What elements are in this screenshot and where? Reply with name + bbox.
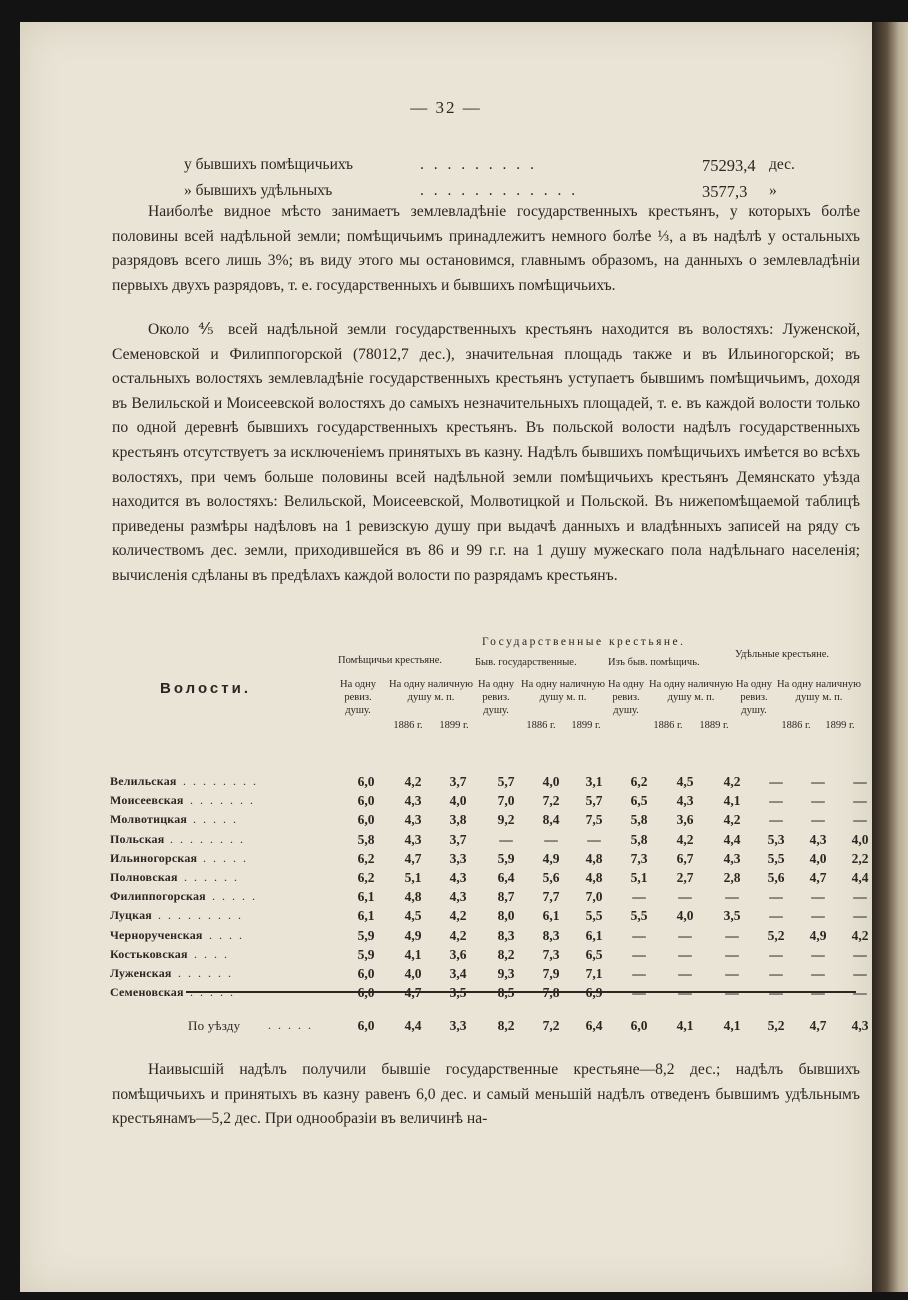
row-cell: — bbox=[725, 946, 739, 962]
row-cell: — bbox=[587, 831, 601, 847]
row-cell: 4,8 bbox=[585, 850, 603, 866]
row-cell: 4,2 bbox=[449, 908, 467, 924]
row-cell: 4,1 bbox=[404, 946, 422, 962]
row-cell: — bbox=[678, 889, 692, 905]
page-number: — 32 — bbox=[410, 98, 482, 117]
total-cell: 6,0 bbox=[357, 1018, 375, 1033]
row-cell: 5,7 bbox=[497, 774, 515, 789]
top-line-dots: . . . . . . . . . bbox=[420, 156, 537, 173]
row-cell: 4,3 bbox=[723, 850, 741, 866]
row-cell: — bbox=[811, 812, 825, 828]
table-row bbox=[110, 928, 870, 947]
row-cell: 8,3 bbox=[542, 927, 560, 943]
row-cell: 4,3 bbox=[449, 870, 467, 885]
total-cell: 5,2 bbox=[767, 1018, 785, 1033]
row-cell: 6,9 bbox=[585, 985, 603, 1001]
row-cell: — bbox=[769, 966, 783, 981]
row-cell: 3,6 bbox=[449, 946, 467, 962]
row-cell: 9,2 bbox=[497, 812, 515, 828]
header-year: 1886 г. bbox=[781, 720, 811, 731]
table-total-row bbox=[110, 1018, 870, 1037]
row-cell: 3,4 bbox=[449, 966, 467, 981]
row-cell: — bbox=[811, 946, 825, 962]
row-cell: 7,9 bbox=[542, 966, 560, 981]
row-cell: 5,9 bbox=[497, 850, 515, 866]
row-cell: — bbox=[769, 774, 783, 789]
row-cell: 4,8 bbox=[585, 870, 603, 885]
row-cell: — bbox=[811, 966, 825, 981]
row-dots: . . . . bbox=[194, 946, 229, 961]
table-row bbox=[110, 889, 870, 908]
row-cell: 6,0 bbox=[357, 966, 375, 981]
row-cell: — bbox=[811, 774, 825, 789]
header-group-iz-byv-pom: Изъ быв. помѣщичь. bbox=[608, 657, 700, 668]
row-cell: 7,5 bbox=[585, 812, 603, 828]
row-dots: . . . . . . . . bbox=[183, 774, 258, 788]
row-cell: — bbox=[678, 946, 692, 962]
header-per-revision: На одну ревиз. душу. bbox=[477, 679, 515, 716]
row-name: Моисеевская bbox=[110, 793, 184, 808]
row-cell: 6,1 bbox=[357, 908, 375, 924]
row-cell: 4,0 bbox=[809, 850, 827, 866]
table-row bbox=[110, 908, 870, 927]
row-name: Молвотицкая bbox=[110, 812, 188, 827]
row-cell: 5,8 bbox=[630, 831, 648, 847]
top-line-dots: . . . . . . . . . . . . bbox=[420, 182, 579, 199]
row-cell: 5,1 bbox=[630, 870, 648, 885]
header-per-present: На одну наличную душу м. п. bbox=[521, 679, 605, 703]
row-cell: 6,0 bbox=[357, 812, 375, 828]
row-cell: — bbox=[544, 831, 558, 847]
row-cell: 4,3 bbox=[809, 831, 827, 847]
top-line-unit: » bbox=[769, 182, 777, 199]
row-cell: 5,6 bbox=[542, 870, 560, 885]
row-cell: 5,5 bbox=[585, 908, 603, 924]
row-cell: 5,3 bbox=[767, 831, 785, 847]
row-cell: 5,5 bbox=[630, 908, 648, 924]
row-cell: — bbox=[853, 908, 867, 924]
row-cell: 7,1 bbox=[585, 966, 603, 981]
header-year: 1886 г. bbox=[393, 720, 423, 731]
row-cell: — bbox=[725, 985, 739, 1001]
row-cell: 4,3 bbox=[449, 889, 467, 905]
table-row bbox=[110, 985, 870, 1004]
row-cell: 3,7 bbox=[449, 831, 467, 847]
row-dots: . . . . . . . . . bbox=[158, 908, 243, 923]
row-cell: 6,2 bbox=[357, 850, 375, 866]
row-cell: 3,6 bbox=[676, 812, 694, 828]
header-year: 1899 г. bbox=[439, 720, 469, 731]
row-cell: — bbox=[678, 985, 692, 1001]
row-cell: 4,0 bbox=[676, 908, 694, 924]
row-cell: — bbox=[853, 889, 867, 905]
row-cell: — bbox=[725, 966, 739, 981]
table-row bbox=[110, 966, 870, 985]
row-cell: 6,4 bbox=[497, 870, 515, 885]
row-cell: 6,2 bbox=[630, 774, 648, 789]
row-cell: 4,4 bbox=[723, 831, 741, 847]
row-cell: 2,2 bbox=[851, 850, 869, 866]
row-cell: — bbox=[853, 812, 867, 828]
total-cell: 4,4 bbox=[404, 1018, 422, 1033]
top-line-value: 3577,3 bbox=[702, 182, 748, 201]
row-cell: 5,8 bbox=[630, 812, 648, 828]
row-cell: 3,1 bbox=[585, 774, 603, 789]
row-cell: 6,2 bbox=[357, 870, 375, 885]
row-dots: . . . . . bbox=[212, 889, 257, 904]
row-cell: — bbox=[769, 812, 783, 828]
row-cell: 6,1 bbox=[357, 889, 375, 905]
row-cell: 7,8 bbox=[542, 985, 560, 1001]
row-cell: 4,0 bbox=[851, 831, 869, 847]
top-line-value: 75293,4 bbox=[702, 156, 756, 175]
row-cell: — bbox=[853, 966, 867, 981]
row-cell: — bbox=[853, 774, 867, 789]
row-cell: 4,9 bbox=[542, 850, 560, 866]
row-cell: 4,7 bbox=[809, 870, 827, 885]
book-page bbox=[20, 22, 872, 1292]
table-title: Волости. bbox=[160, 680, 251, 697]
row-dots: . . . . . . bbox=[184, 870, 239, 884]
total-cell: 6,4 bbox=[585, 1018, 603, 1033]
row-cell: 4,2 bbox=[449, 927, 467, 943]
header-per-present: На одну наличную душу м. п. bbox=[389, 679, 473, 703]
row-cell: 4,3 bbox=[676, 793, 694, 809]
paragraph-3: Наивысшій надѣлъ получили бывшіе государственные крестьяне—8,2 дес.; надѣлъ бывшихъ помѣщичьихъ и принятыхъ въ казну равенъ 6,0 дес. и самый меньшій надѣлъ отведенъ бывшимъ удѣльнымъ крестьянамъ—5,2 дес. При однообразіи въ величинѣ на- bbox=[112, 1061, 860, 1128]
header-per-revision: На одну ревиз. душу. bbox=[339, 679, 377, 716]
table-row bbox=[110, 832, 870, 851]
header-year: 1886 г. bbox=[526, 720, 556, 731]
row-cell: 7,7 bbox=[542, 889, 560, 905]
row-cell: 4,3 bbox=[404, 812, 422, 828]
header-year: 1889 г. bbox=[699, 720, 729, 731]
row-cell: 6,5 bbox=[585, 946, 603, 962]
row-dots: . . . . . bbox=[203, 850, 248, 865]
table-row bbox=[110, 851, 870, 870]
row-cell: 7,3 bbox=[630, 850, 648, 866]
total-cell: 4,1 bbox=[676, 1018, 694, 1033]
row-cell: 4,9 bbox=[404, 927, 422, 943]
row-cell: 5,2 bbox=[767, 927, 785, 943]
row-name: Полновская bbox=[110, 870, 178, 884]
row-cell: 5,1 bbox=[404, 870, 422, 885]
row-cell: 4,2 bbox=[723, 812, 741, 828]
total-cell: 6,0 bbox=[630, 1018, 648, 1033]
row-cell: 8,3 bbox=[497, 927, 515, 943]
row-cell: 4,0 bbox=[542, 774, 560, 789]
row-dots: . . . . . bbox=[190, 985, 235, 1000]
header-group-byv-gos: Быв. государственные. bbox=[475, 657, 577, 668]
row-dots: . . . . . bbox=[268, 1018, 313, 1032]
row-dots: . . . . . . . . bbox=[170, 831, 245, 846]
row-cell: — bbox=[811, 889, 825, 905]
row-cell: 6,0 bbox=[357, 774, 375, 789]
table-row bbox=[110, 774, 870, 793]
row-cell: — bbox=[499, 831, 513, 847]
total-cell: 3,3 bbox=[449, 1018, 467, 1033]
row-cell: 6,5 bbox=[630, 793, 648, 809]
top-line-label: у бывшихъ помѣщичьихъ bbox=[184, 156, 354, 173]
header-year: 1899 г. bbox=[825, 720, 855, 731]
row-name: Луженская bbox=[110, 966, 172, 980]
row-cell: — bbox=[853, 946, 867, 962]
row-name: Велильская bbox=[110, 774, 177, 788]
row-cell: — bbox=[632, 985, 646, 1001]
table-rule bbox=[186, 991, 856, 993]
header-per-present: На одну наличную душу м. п. bbox=[649, 679, 733, 703]
row-cell: 5,7 bbox=[585, 793, 603, 809]
row-cell: 7,0 bbox=[497, 793, 515, 809]
row-cell: — bbox=[811, 908, 825, 924]
row-name: Семеновская bbox=[110, 985, 184, 1000]
row-cell: 7,0 bbox=[585, 889, 603, 905]
row-cell: — bbox=[811, 793, 825, 809]
header-year: 1899 г. bbox=[571, 720, 601, 731]
row-cell: 4,5 bbox=[676, 774, 694, 789]
row-cell: — bbox=[632, 927, 646, 943]
row-cell: 4,8 bbox=[404, 889, 422, 905]
row-cell: 3,8 bbox=[449, 812, 467, 828]
row-cell: — bbox=[853, 985, 867, 1001]
table-row bbox=[110, 812, 870, 831]
row-cell: 8,5 bbox=[497, 985, 515, 1001]
row-cell: 4,2 bbox=[404, 774, 422, 789]
row-cell: 3,5 bbox=[723, 908, 741, 924]
row-cell: — bbox=[678, 927, 692, 943]
row-name: Луцкая bbox=[110, 908, 152, 923]
row-dots: . . . . . . . bbox=[190, 793, 255, 808]
row-name: Чернорученская bbox=[110, 927, 203, 942]
row-cell: 7,2 bbox=[542, 793, 560, 809]
total-cell: 4,7 bbox=[809, 1018, 827, 1033]
row-cell: 3,7 bbox=[449, 774, 467, 789]
row-cell: 4,2 bbox=[676, 831, 694, 847]
row-cell: 5,6 bbox=[767, 870, 785, 885]
row-cell: 2,7 bbox=[676, 870, 694, 885]
row-cell: — bbox=[632, 966, 646, 981]
row-cell: 4,2 bbox=[723, 774, 741, 789]
header-group-udelnye: Удѣльные крестьяне. bbox=[735, 649, 830, 660]
total-cell: 7,2 bbox=[542, 1018, 560, 1033]
row-cell: 8,7 bbox=[497, 889, 515, 905]
row-cell: — bbox=[632, 889, 646, 905]
row-cell: — bbox=[769, 985, 783, 1001]
table-row bbox=[110, 793, 870, 812]
row-cell: 6,0 bbox=[357, 793, 375, 809]
table-row bbox=[110, 870, 870, 889]
row-cell: — bbox=[769, 946, 783, 962]
row-cell: 4,5 bbox=[404, 908, 422, 924]
table-row bbox=[110, 947, 870, 966]
paragraph-1: Наиболѣе видное мѣсто занимаетъ землевладѣніе государственныхъ крестьянъ, у которыхъ болѣе половины всей надѣльной земли; помѣщичьимъ принадлежитъ немного болѣе ⅓, а въ надѣлѣ у остальныхъ разрядовъ всего лишь 3%; въ виду этого мы остановимся, главнымъ образомъ, на данныхъ о землевладѣніи первыхъ двухъ разрядовъ, т. е. государственныхъ и бывшихъ помѣщичьихъ. bbox=[112, 203, 860, 294]
row-name: Костьковская bbox=[110, 946, 188, 961]
row-cell: — bbox=[632, 946, 646, 962]
row-name: По уѣзду bbox=[188, 1018, 241, 1033]
book-spine bbox=[872, 22, 908, 1292]
row-cell: 4,0 bbox=[449, 793, 467, 809]
row-cell: 4,7 bbox=[404, 850, 422, 866]
row-cell: — bbox=[811, 985, 825, 1001]
row-cell: 4,1 bbox=[723, 793, 741, 809]
row-cell: — bbox=[853, 793, 867, 809]
row-cell: 3,3 bbox=[449, 850, 467, 866]
top-line-label: » бывшихъ удѣльныхъ bbox=[184, 182, 333, 199]
row-cell: 6,0 bbox=[357, 985, 375, 1001]
header-per-revision: На одну ревиз. душу. bbox=[607, 679, 645, 716]
row-cell: 2,8 bbox=[723, 870, 741, 885]
row-cell: 4,3 bbox=[404, 831, 422, 847]
row-cell: 6,1 bbox=[542, 908, 560, 924]
header-group-pomeshchichyi: Помѣщичьи крестьяне. bbox=[338, 655, 443, 666]
row-cell: 5,9 bbox=[357, 927, 375, 943]
row-dots: . . . . bbox=[209, 927, 244, 942]
row-cell: — bbox=[769, 908, 783, 924]
row-cell: 5,5 bbox=[767, 850, 785, 866]
row-cell: 5,8 bbox=[357, 831, 375, 847]
row-cell: — bbox=[769, 793, 783, 809]
row-cell: 6,1 bbox=[585, 927, 603, 943]
header-per-present: На одну наличную душу м. п. bbox=[777, 679, 861, 703]
row-name: Филиппогорская bbox=[110, 889, 206, 904]
row-cell: 8,0 bbox=[497, 908, 515, 924]
row-cell: 8,4 bbox=[542, 812, 560, 828]
paragraph-2: Около ⅘ всей надѣльной земли государственныхъ крестьянъ находится въ волостяхъ: Луженской, Семеновской и Филиппогорской (78012,7 дес.), значительная площадь также и въ Ильиногорской; въ остальныхъ волостяхъ землевладѣніе государственныхъ крестьянъ уступаетъ бывшимъ помѣщичьимъ, доходя въ Велильской и Моисеевской волостяхъ до самыхъ незначительныхъ площадей, т. е. въ каждой волости только по одной деревнѣ бывшихъ государственныхъ крестьянъ. Въ польской волости надѣлъ государственныхъ крестьянъ отсутствуетъ за исключеніемъ принятыхъ въ казну. Надѣлъ бывшихъ помѣщичьихъ имѣется во всѣхъ волостяхъ, при чемъ больше половины всей надѣльной земли помѣщичьихъ крестьянъ Демянскато уѣзда находится въ волостяхъ: Велильской, Моисеевской, Молвотицкой и Польской. Въ нижепомѣщаемой таблицѣ приведены размѣры надѣловъ на 1 ревизскую душу при выдачѣ данныхъ и владѣнныхъ записей на ряду съ количествомъ дес. земли, приходившейся въ 86 и 99 г.г. на 1 душу мужескаго пола надѣльнаго населенія; вычисленія сдѣланы въ предѣлахъ каждой волости по разрядамъ крестьянъ. bbox=[112, 321, 860, 584]
row-cell: 4,9 bbox=[809, 927, 827, 943]
row-cell: 3,5 bbox=[449, 985, 467, 1001]
row-cell: 9,3 bbox=[497, 966, 515, 981]
row-cell: 4,7 bbox=[404, 985, 422, 1001]
row-cell: — bbox=[769, 889, 783, 905]
header-per-revision: На одну ревиз. душу. bbox=[735, 679, 773, 716]
header-year: 1886 г. bbox=[653, 720, 683, 731]
top-line-unit: дес. bbox=[769, 156, 795, 173]
row-cell: 4,4 bbox=[851, 870, 869, 885]
row-cell: 8,2 bbox=[497, 946, 515, 962]
total-cell: 4,1 bbox=[723, 1018, 741, 1033]
row-cell: — bbox=[725, 927, 739, 943]
row-cell: 4,2 bbox=[851, 927, 869, 943]
row-cell: 5,9 bbox=[357, 946, 375, 962]
top-line-pomeshchichyi bbox=[184, 156, 794, 178]
row-dots: . . . . . bbox=[193, 812, 238, 827]
row-cell: 4,0 bbox=[404, 966, 422, 981]
row-cell: 6,7 bbox=[676, 850, 694, 866]
total-cell: 8,2 bbox=[497, 1018, 515, 1033]
total-cell: 4,3 bbox=[851, 1018, 869, 1033]
row-cell: — bbox=[678, 966, 692, 981]
row-name: Ильиногорская bbox=[110, 850, 198, 865]
row-cell: — bbox=[725, 889, 739, 905]
row-cell: 7,3 bbox=[542, 946, 560, 962]
header-state-peasants: Государственные крестьяне. bbox=[482, 636, 686, 648]
row-name: Польская bbox=[110, 831, 165, 846]
row-cell: 4,3 bbox=[404, 793, 422, 809]
row-dots: . . . . . . bbox=[178, 966, 233, 980]
